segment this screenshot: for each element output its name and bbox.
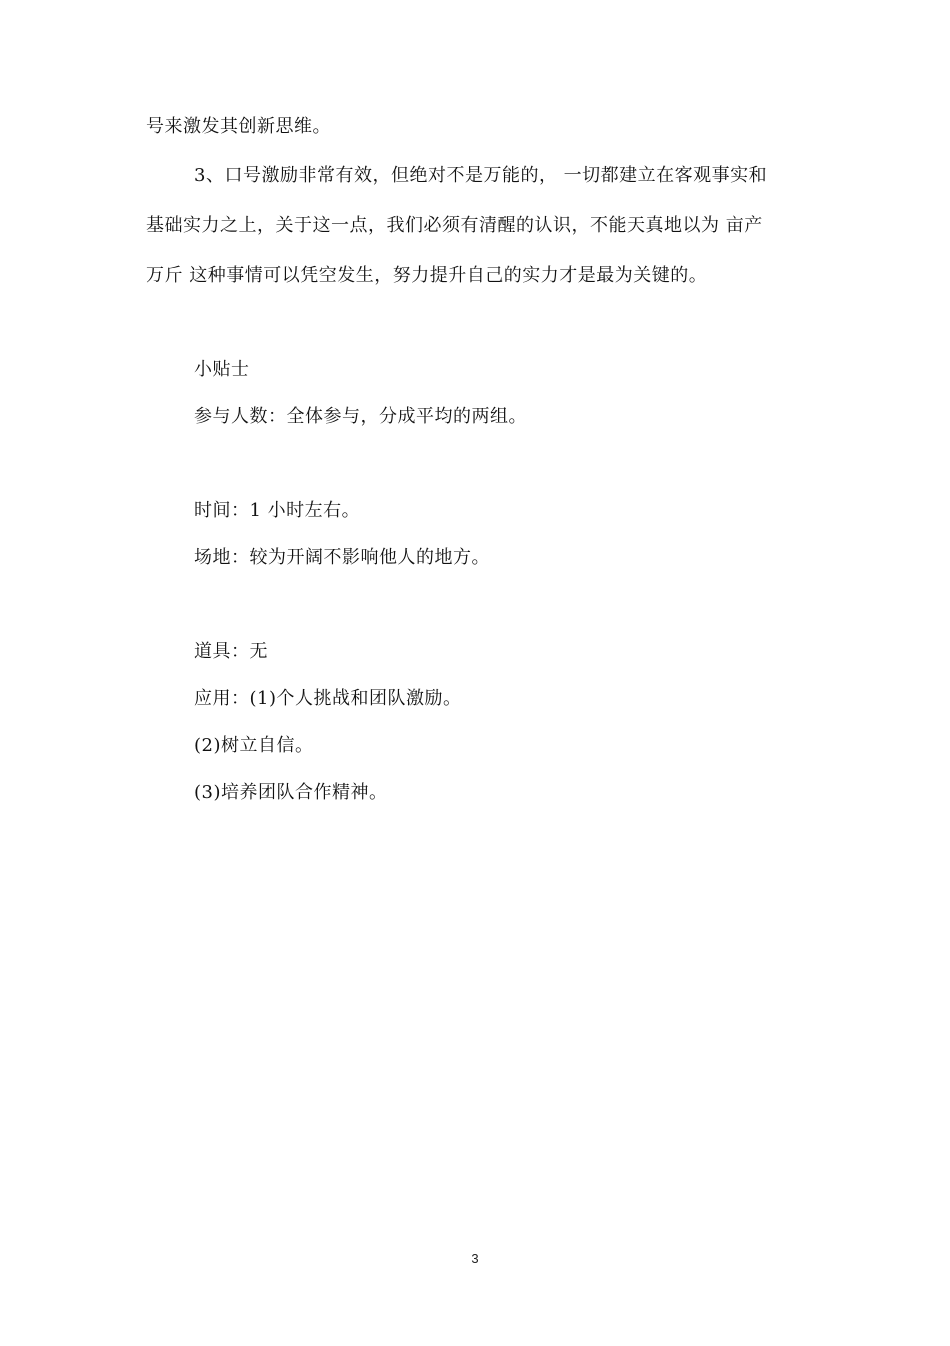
tips-heading: 小贴士: [194, 359, 250, 380]
page-number: 3: [471, 1251, 479, 1266]
paragraph-line: 万斤 这种事情可以凭空发生，努力提升自己的实力才是最为关键的。: [146, 265, 708, 286]
application-line-2: (2)树立自信。: [194, 735, 314, 756]
paragraph-line: 基础实力之上，关于这一点，我们必须有清醒的认识，不能天真地以为 亩产: [146, 215, 763, 236]
application-line: 应用：(1)个人挑战和团队激励。: [194, 688, 462, 709]
time-line: 时间：1 小时左右。: [194, 500, 361, 521]
props-line: 道具：无: [194, 641, 268, 662]
participants-line: 参与人数：全体参与，分成平均的两组。: [194, 406, 527, 427]
paragraph-line: 3、口号激励非常有效，但绝对不是万能的， 一切都建立在客观事实和: [194, 165, 768, 186]
application-line-3: (3)培养团队合作精神。: [194, 782, 388, 803]
paragraph-line: 号来激发其创新思维。: [146, 116, 331, 137]
venue-line: 场地：较为开阔不影响他人的地方。: [194, 547, 490, 568]
